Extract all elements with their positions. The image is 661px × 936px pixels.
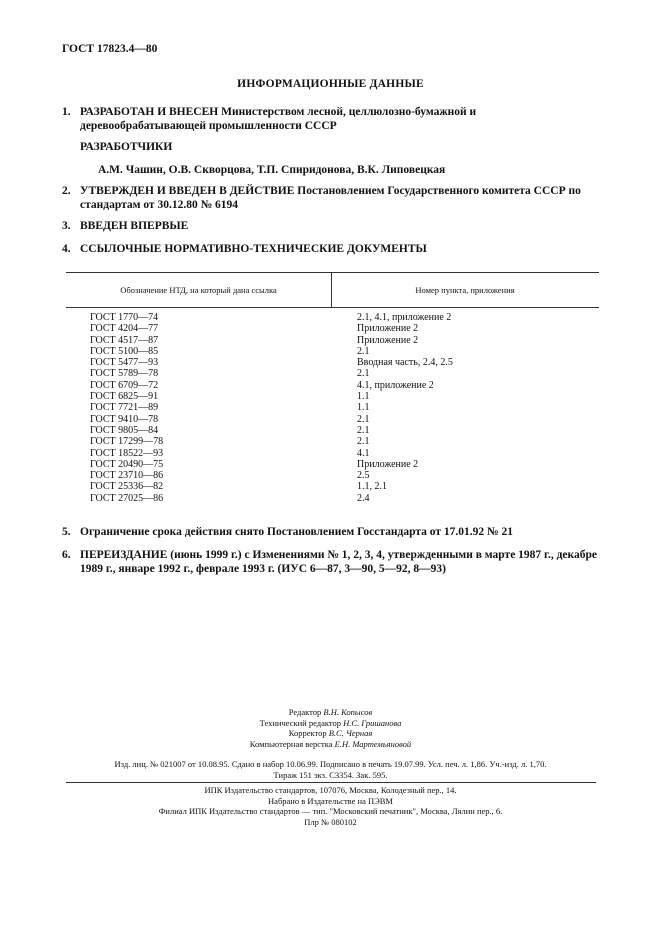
- clause-reference: Приложение 2: [357, 334, 419, 346]
- clause-reference: Приложение 2: [357, 323, 419, 335]
- developers-names: А.М. Чашин, О.В. Скворцова, Т.П. Спиридонова, В.К. Липовецкая: [98, 164, 446, 176]
- clause-reference: 2.4: [357, 492, 370, 504]
- clause-reference: 2.1: [357, 368, 370, 380]
- item-5-text: Ограничение срока действия снято Постановлением Госстандарта от 17.01.92 № 21: [80, 526, 513, 538]
- ntd-designation: ГОСТ 4517—87: [90, 334, 159, 346]
- table-header: [66, 273, 599, 307]
- ntd-designation: ГОСТ 20490—75: [90, 458, 164, 470]
- ntd-designation: ГОСТ 7721—89: [90, 402, 159, 414]
- ntd-designation: ГОСТ 25336—82: [90, 481, 164, 493]
- table-row: [66, 493, 599, 504]
- credit-editor: Редактор В.Н. Копысов: [288, 707, 373, 717]
- imprint-printer: Филиал ИПК Издательство стандартов — тип. "Московский печатник", Москва, Лялин пер., 6.: [158, 806, 503, 816]
- clause-reference: 1.1, 2.1: [357, 481, 387, 493]
- item-6-text: ПЕРЕИЗДАНИЕ (июнь 1999 г.) с Изменениями № 1, 2, 3, 4, утвержденными в марте 1987 г., декабре 1989 г., январе 1992 г., феврале 1993 г. (ИУС 6—87, 3—90, 5—92, 8—93): [80, 549, 597, 575]
- item-6-number: 6.: [62, 549, 71, 561]
- credit-corrector: Корректор В.С. Черная: [288, 728, 373, 738]
- ntd-designation: ГОСТ 5789—78: [90, 368, 159, 380]
- table-row: [66, 368, 599, 379]
- clause-reference: 4.1: [357, 447, 370, 459]
- clause-reference: Приложение 2: [357, 458, 419, 470]
- table-row: [66, 425, 599, 436]
- item-2: [62, 184, 602, 212]
- ntd-designation: ГОСТ 5100—85: [90, 345, 159, 357]
- developers-heading: РАЗРАБОТЧИКИ: [80, 141, 173, 153]
- ntd-designation: ГОСТ 9805—84: [90, 424, 159, 436]
- item-4-text: ССЫЛОЧНЫЕ НОРМАТИВНО-ТЕХНИЧЕСКИЕ ДОКУМЕНТЫ: [80, 243, 427, 255]
- item-4-number: 4.: [62, 243, 71, 255]
- table-row: [66, 357, 599, 368]
- ntd-designation: ГОСТ 4204—77: [90, 323, 159, 335]
- ntd-designation: ГОСТ 23710—86: [90, 470, 164, 482]
- item-5: [62, 525, 602, 539]
- ntd-designation: ГОСТ 6825—91: [90, 391, 159, 403]
- clause-reference: 2.1: [357, 436, 370, 448]
- imprint-publisher-address: ИПК Издательство стандартов, 107076, Москва, Колодезный пер., 14.: [204, 785, 457, 795]
- imprint-run: Тираж 151 экз. С3354. Зак. 595.: [273, 770, 388, 780]
- table-row: [66, 323, 599, 334]
- item-2-text: УТВЕРЖДЕН И ВВЕДЕН В ДЕЙСТВИЕ Постановлением Государственного комитета СССР по стандартам от 30.12.80 № 6194: [80, 185, 581, 211]
- table-row: [66, 335, 599, 346]
- credits-block: [0, 707, 661, 749]
- table-row: [66, 312, 599, 323]
- table-row: [66, 436, 599, 447]
- item-1-text: РАЗРАБОТАН И ВНЕСЕН Министерством лесной, целлюлозно-бумажной и деревообрабатывающей промышленности СССР: [80, 106, 477, 132]
- clause-reference: 2.1: [357, 424, 370, 436]
- item-2-number: 2.: [62, 185, 71, 197]
- standard-code: ГОСТ 17823.4—80: [62, 43, 158, 55]
- imprint-typeset: Набрано в Издательстве на ПЭВМ: [268, 795, 393, 806]
- ntd-designation: ГОСТ 17299—78: [90, 436, 164, 448]
- table-row: [66, 470, 599, 481]
- imprint-license: Изд. лиц. № 021007 от 10.08.95. Сдано в набор 10.06.99. Подписано в печать 19.07.99. Усл. печ. л. 1,86. Уч.-изд. л. 1,70.: [114, 759, 547, 769]
- clause-reference: 1.1: [357, 391, 370, 403]
- references-table: [66, 272, 599, 504]
- table-row: [66, 402, 599, 413]
- clause-reference: 4.1, приложение 2: [357, 379, 434, 391]
- ntd-designation: ГОСТ 1770—74: [90, 312, 159, 323]
- item-3: [62, 219, 602, 233]
- table-header-clause: Номер пункта, приложения: [415, 285, 515, 295]
- ntd-designation: ГОСТ 9410—78: [90, 413, 159, 425]
- item-3-number: 3.: [62, 220, 71, 232]
- table-row: [66, 414, 599, 425]
- item-5-number: 5.: [62, 526, 71, 538]
- imprint-publisher: [0, 785, 661, 827]
- clause-reference: 2.1, 4.1, приложение 2: [357, 312, 452, 323]
- table-header-ntd: Обозначение НТД, на который дана ссылка: [120, 285, 277, 295]
- clause-reference: 1.1: [357, 402, 370, 414]
- table-row: [66, 380, 599, 391]
- clause-reference: 2.1: [357, 413, 370, 425]
- credit-tech-editor: Технический редактор Н.С. Гришанова: [259, 717, 402, 728]
- imprint-divider: [66, 782, 596, 783]
- credit-layout: Компьютерная верстка Е.Н. Мартемьяновой: [249, 738, 412, 749]
- item-4: [62, 242, 602, 256]
- ntd-designation: ГОСТ 18522—93: [90, 447, 164, 459]
- table-row: [66, 448, 599, 459]
- imprint-plr: Плр № 080102: [304, 816, 357, 827]
- item-1-number: 1.: [62, 106, 71, 118]
- table-row: [66, 459, 599, 470]
- page-title: ИНФОРМАЦИОННЫЕ ДАННЫЕ: [237, 78, 424, 90]
- ntd-designation: ГОСТ 6709—72: [90, 379, 159, 391]
- clause-reference: 2.1: [357, 345, 370, 357]
- ntd-designation: ГОСТ 5477—93: [90, 357, 159, 369]
- table-row: [66, 391, 599, 402]
- clause-reference: 2.5: [357, 470, 370, 482]
- table-header-rule: [66, 307, 599, 308]
- item-1: [62, 105, 602, 133]
- table-row: [66, 346, 599, 357]
- item-6: [62, 548, 602, 576]
- table-row: [66, 481, 599, 492]
- clause-reference: Вводная часть, 2.4, 2.5: [357, 357, 453, 369]
- ntd-designation: ГОСТ 27025—86: [90, 492, 164, 504]
- table-body: [66, 312, 599, 504]
- item-3-text: ВВЕДЕН ВПЕРВЫЕ: [80, 220, 189, 232]
